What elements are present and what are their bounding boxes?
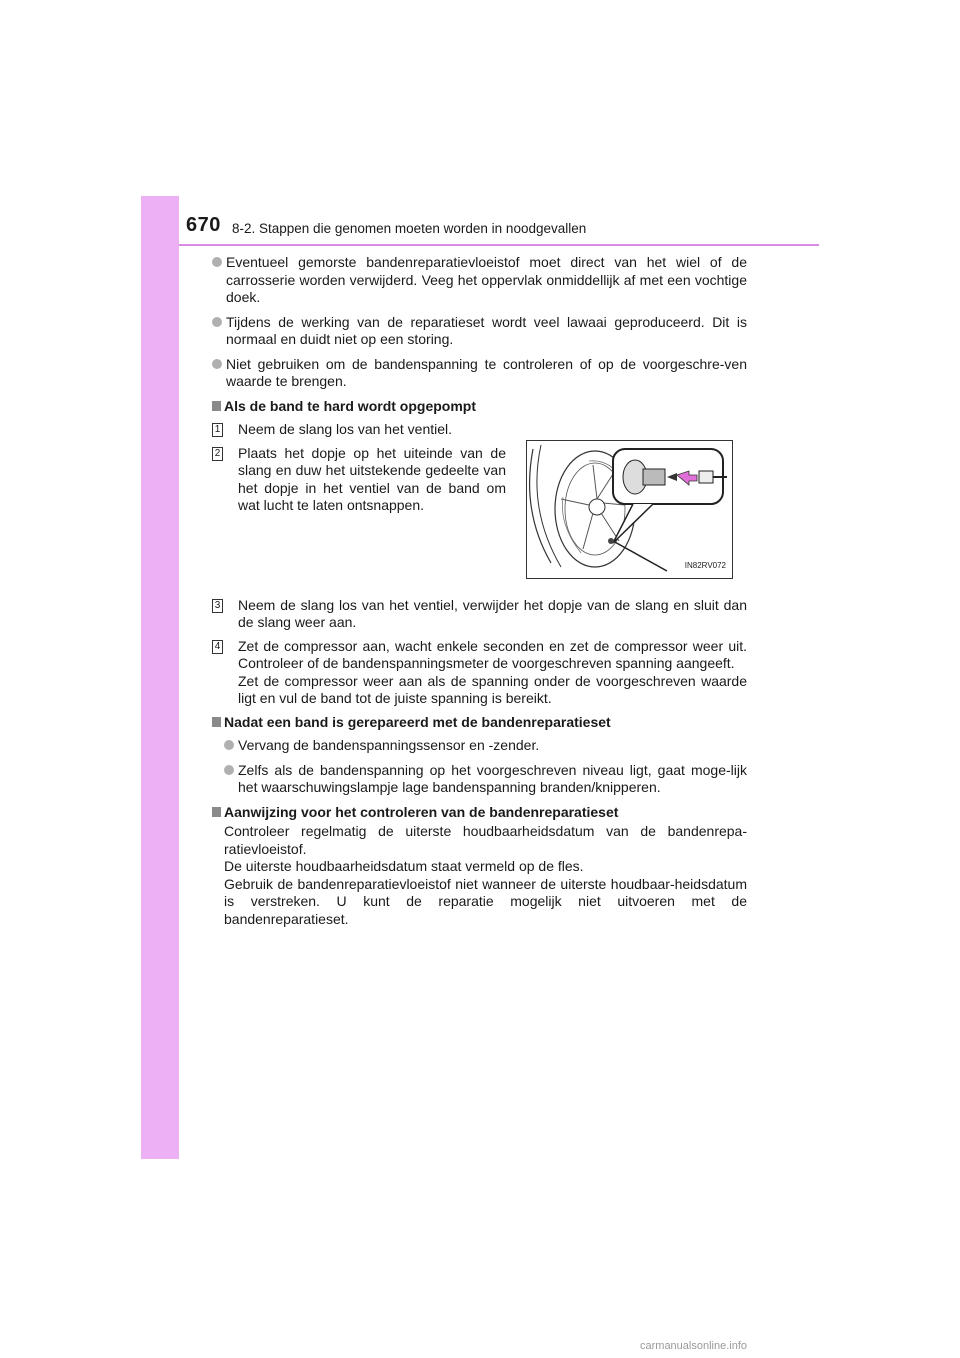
step-1 — [212, 421, 747, 439]
check-kit-text — [212, 823, 747, 928]
step-4 — [212, 638, 747, 708]
paragraph-line: Gebruik de bandenreparatievloeistof niet wanneer de uiterste houdbaar-heidsdatum is verstreken. U kunt de reparatie mogelijk niet uitvoeren met de bandenreparatieset. — [224, 875, 747, 927]
bullet-item: Vervang de bandenspanningssensor en -zender. — [224, 737, 747, 755]
page-number: 670 — [186, 214, 221, 236]
step-number-badge: 2 — [212, 447, 223, 461]
header-rule — [179, 244, 819, 246]
step-number-badge: 1 — [212, 423, 223, 437]
bullet-item: Zelfs als de bandenspanning op het voorgeschreven niveau ligt, gaat moge-lijk het waarschuwingslampje lage bandenspanning branden/knipperen. — [224, 762, 747, 797]
watermark: carmanualsonline.info — [640, 1340, 748, 1352]
paragraph-line: Controleer regelmatig de uiterste houdbaarheidsdatum van de bandenrepa-ratievloeistof. — [224, 823, 747, 857]
after-repair-list — [212, 737, 747, 797]
step-3 — [212, 597, 747, 632]
valve-cap-illustration — [526, 440, 733, 579]
section-sidebar-tab — [141, 196, 179, 1159]
section-title: 8-2. Stappen die genomen moeten worden in noodgevallen — [232, 221, 587, 236]
paragraph-line: De uiterste houdbaarheidsdatum staat vermeld op de fles. — [224, 858, 584, 874]
page-content — [212, 254, 747, 928]
subheading-check-kit: Aanwijzing voor het controleren van de bandenreparatieset — [212, 804, 747, 822]
step-text: Zet de compressor aan, wacht enkele seconden en zet de compressor weer uit. Controleer of de bandenspanningsmeter de voorgeschreven spanning aangeeft. — [238, 637, 747, 671]
step-number-badge: 3 — [212, 599, 223, 613]
step-2 — [212, 445, 747, 589]
bullet-item: Tijdens de werking van de reparatieset wordt veel lawaai geproduceerd. Dit is normaal en duidt niet op een storing. — [212, 314, 747, 349]
step-number-badge: 4 — [212, 640, 223, 654]
bullet-item: Eventueel gemorste bandenreparatievloeistof moet direct van het wiel of de carrosserie worden verwijderd. Veeg het oppervlak onmiddellijk af met een vochtige doek. — [212, 254, 747, 307]
bullet-item: Niet gebruiken om de bandenspanning te controleren of op de voorgeschre-ven waarde te brengen. — [212, 356, 747, 391]
step-text-continued: Zet de compressor weer aan als de spanning onder de voorgeschreven waarde ligt en vul de band tot de juiste spanning is bereikt. — [238, 672, 747, 706]
subheading-after-repair: Nadat een band is gerepareerd met de bandenreparatieset — [212, 714, 747, 732]
step-text: Plaats het dopje op het uiteinde van de slang en duw het uitstekende gedeelte van het dopje in het ventiel van de band om wat lucht te laten ontsnappen. — [238, 444, 506, 513]
step-text: Neem de slang los van het ventiel. — [238, 421, 453, 437]
figure-code: IN82RV072 — [684, 561, 726, 570]
step-text: Neem de slang los van het ventiel, verwijder het dopje van de slang en sluit dan de slang weer aan. — [238, 596, 747, 630]
subheading-overinflated: Als de band te hard wordt opgepompt — [212, 398, 747, 416]
